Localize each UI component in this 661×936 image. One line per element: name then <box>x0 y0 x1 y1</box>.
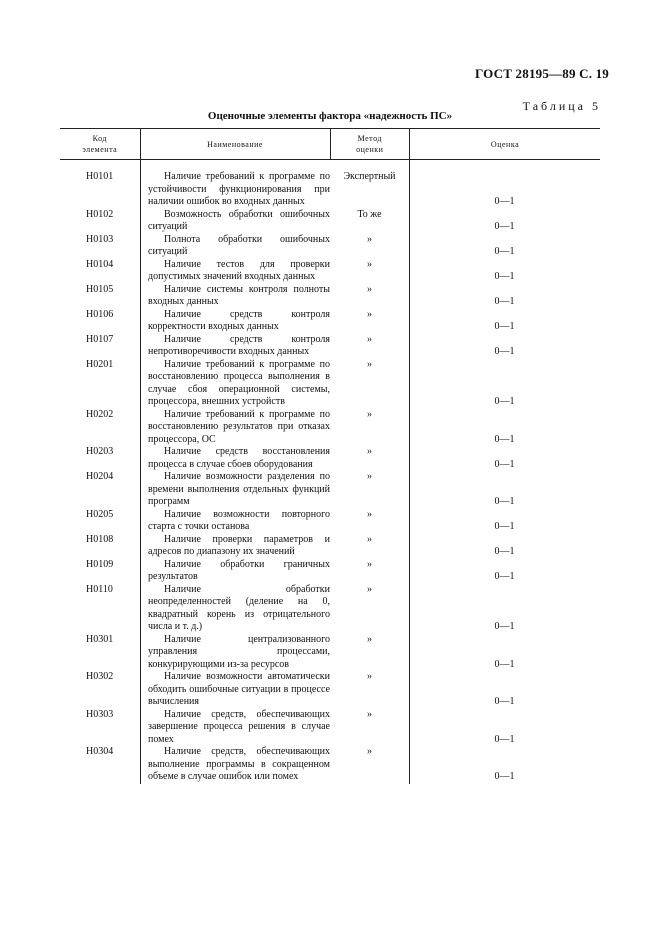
header-code-line2: элемента <box>82 145 118 154</box>
evaluation-method: » <box>367 308 372 320</box>
table-row <box>60 209 600 234</box>
table-row <box>60 359 600 409</box>
header-score: Оценка <box>409 129 600 159</box>
element-name <box>140 471 330 509</box>
table-row <box>60 409 600 447</box>
evaluation-score: 0—1 <box>494 221 515 232</box>
element-name-text: Наличие требований к программе по устойчивости функционирования при наличии ошибок во входных данных <box>148 171 330 207</box>
table-row <box>60 559 600 584</box>
element-code: Н0105 <box>86 283 114 295</box>
evaluation-score: 0—1 <box>494 196 515 207</box>
evaluation-table <box>60 128 600 784</box>
evaluation-score: 0—1 <box>494 496 515 507</box>
table-row <box>60 334 600 359</box>
evaluation-method: » <box>367 333 372 345</box>
header-code <box>60 129 140 159</box>
element-name-text: Наличие средств контроля корректности входных данных <box>148 308 330 332</box>
element-code: Н0101 <box>86 171 114 182</box>
evaluation-method: » <box>367 408 372 420</box>
evaluation-score: 0—1 <box>494 296 515 307</box>
header-method-line1: Метод <box>357 134 382 143</box>
evaluation-score: 0—1 <box>494 321 515 332</box>
table-row <box>60 284 600 309</box>
evaluation-score: 0—1 <box>494 771 515 782</box>
evaluation-method: » <box>367 671 372 682</box>
element-name-text: Наличие централизованного управления процессами, конкурирующими из-за ресурсов <box>148 633 330 670</box>
table-row <box>60 234 600 259</box>
element-name-text: Наличие системы контроля полноты входных данных <box>148 283 330 307</box>
evaluation-score: 0—1 <box>494 621 515 632</box>
element-code: Н0304 <box>86 746 114 757</box>
evaluation-method: » <box>367 533 372 545</box>
evaluation-method: » <box>367 583 372 595</box>
table-row <box>60 709 600 747</box>
evaluation-score: 0—1 <box>494 546 515 557</box>
element-name-text: Наличие возможности разделения по времени выполнения отдельных функций программ <box>148 471 330 507</box>
evaluation-score: 0—1 <box>494 658 515 670</box>
element-name <box>140 284 330 309</box>
column-divider <box>409 160 410 784</box>
element-name <box>140 171 330 209</box>
element-name-text: Полнота обработки ошибочных ситуаций <box>148 233 330 257</box>
element-name <box>140 534 330 559</box>
header-method-line2: оценки <box>356 145 384 154</box>
table-row <box>60 446 600 471</box>
element-name <box>140 584 330 634</box>
evaluation-method: » <box>367 708 372 720</box>
element-code: Н0109 <box>86 558 114 570</box>
element-code: Н0205 <box>86 508 114 520</box>
element-code: Н0301 <box>86 633 114 645</box>
table-header <box>60 128 600 160</box>
evaluation-score: 0—1 <box>494 521 515 532</box>
table-row <box>60 309 600 334</box>
evaluation-method: » <box>367 558 372 570</box>
element-name-text: Наличие проверки параметров и адресов по диапазону их значений <box>148 533 330 557</box>
evaluation-method: » <box>367 233 372 245</box>
evaluation-method: » <box>367 258 372 270</box>
evaluation-method: » <box>367 358 372 370</box>
element-name-text: Наличие возможности повторного старта с точки останова <box>148 508 330 532</box>
element-code: Н0107 <box>86 333 114 345</box>
element-name <box>140 259 330 284</box>
evaluation-score: 0—1 <box>494 733 515 745</box>
element-code: Н0202 <box>86 408 114 420</box>
element-code: Н0201 <box>86 358 114 370</box>
element-name-text: Наличие средств, обеспечивающих выполнение программы в сокращенном объеме в случае ошибок или помех <box>148 746 330 782</box>
evaluation-method: » <box>367 508 372 520</box>
element-name <box>140 446 330 471</box>
element-name <box>140 634 330 672</box>
element-name-text: Возможность обработки ошибочных ситуаций <box>148 208 330 232</box>
element-name-text: Наличие средств, обеспечивающих завершение процесса решения в случае помех <box>148 708 330 745</box>
table-body <box>60 160 600 784</box>
header-method <box>330 129 410 159</box>
table-row <box>60 634 600 672</box>
element-name <box>140 309 330 334</box>
table-title: Оценочные элементы фактора «надежность ПС» <box>207 110 453 122</box>
element-name <box>140 671 330 709</box>
table-row <box>60 171 600 209</box>
element-code: Н0108 <box>86 533 114 545</box>
element-name <box>140 709 330 747</box>
evaluation-score: 0—1 <box>494 396 515 407</box>
evaluation-score: 0—1 <box>494 346 515 357</box>
table-row <box>60 584 600 634</box>
element-code: Н0104 <box>86 258 114 270</box>
table-row <box>60 509 600 534</box>
element-name <box>140 746 330 784</box>
element-code: Н0203 <box>86 446 114 457</box>
evaluation-method: » <box>367 283 372 295</box>
page-header: ГОСТ 28195—89 С. 19 <box>475 66 609 81</box>
element-name-text: Наличие возможности автоматически обходить ошибочные ситуации в процессе вычисления <box>148 671 330 707</box>
table-row <box>60 671 600 709</box>
element-name-text: Наличие обработки неопределенностей (деление на 0, квадратный корень из отрицательного числа и т. д.) <box>148 583 330 632</box>
header-code-line1: Код <box>92 134 107 143</box>
element-name <box>140 359 330 409</box>
element-name-text: Наличие средств восстановления процесса в случае сбоев оборудования <box>148 446 330 470</box>
table-row <box>60 259 600 284</box>
element-name <box>140 509 330 534</box>
element-name <box>140 234 330 259</box>
column-divider <box>140 160 141 784</box>
element-code: Н0110 <box>86 583 113 595</box>
table-row <box>60 534 600 559</box>
element-code: Н0302 <box>86 671 114 682</box>
element-name <box>140 559 330 584</box>
element-name-text: Наличие тестов для проверки допустимых значений входных данных <box>148 258 330 282</box>
table-row <box>60 471 600 509</box>
element-name-text: Наличие требований к программе по восстановлению результатов при отказах процессора, ОС <box>148 408 330 445</box>
element-code: Н0204 <box>86 471 114 482</box>
element-code: Н0106 <box>86 308 114 320</box>
element-name-text: Наличие средств контроля непротиворечивости входных данных <box>148 333 330 357</box>
evaluation-score: 0—1 <box>494 696 515 707</box>
element-code: Н0102 <box>86 208 114 220</box>
evaluation-score: 0—1 <box>494 458 515 470</box>
element-name-text: Наличие обработки граничных результатов <box>148 558 330 582</box>
table-row <box>60 746 600 784</box>
evaluation-score: 0—1 <box>494 433 515 445</box>
evaluation-method: » <box>367 471 372 482</box>
evaluation-method: Экспертный <box>343 171 396 182</box>
element-code: Н0303 <box>86 708 114 720</box>
evaluation-method: » <box>367 633 372 645</box>
evaluation-method: » <box>367 446 372 457</box>
evaluation-score: 0—1 <box>494 246 515 257</box>
element-name <box>140 409 330 447</box>
element-name <box>140 209 330 234</box>
evaluation-score: 0—1 <box>494 571 515 582</box>
evaluation-score: 0—1 <box>494 271 515 282</box>
header-name: Наименование <box>140 129 330 159</box>
table-number: Таблица 5 <box>522 99 601 113</box>
element-code: Н0103 <box>86 233 114 245</box>
evaluation-method: То же <box>357 208 382 220</box>
evaluation-method: » <box>367 746 372 757</box>
element-name <box>140 334 330 359</box>
element-name-text: Наличие требований к программе по восстановлению процесса выполнения в случае сбоя операционной системы, процессора, внешних устройств <box>148 358 330 407</box>
